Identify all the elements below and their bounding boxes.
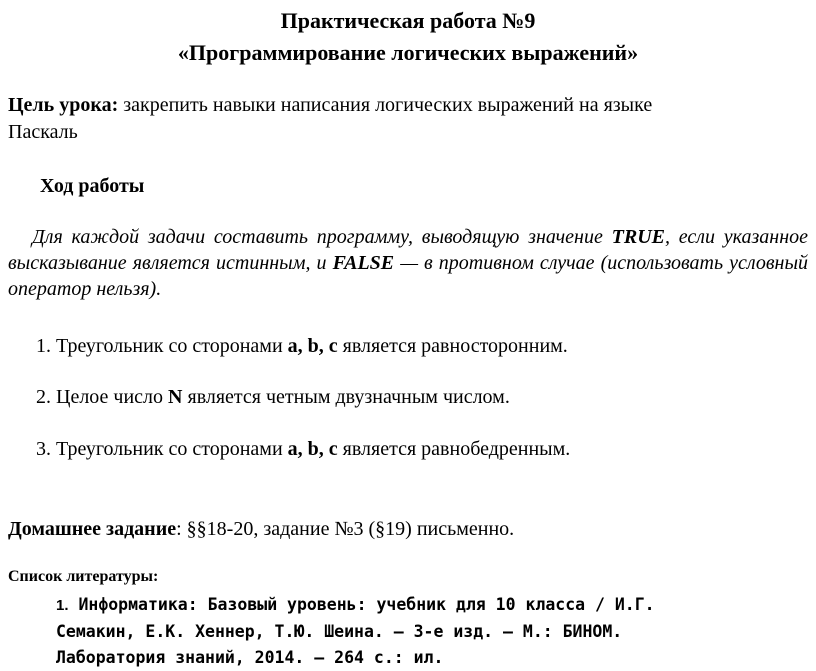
page-title: Практическая работа №9 [280, 8, 536, 33]
lesson-goal [8, 92, 808, 146]
task-variables: a, b, c [287, 438, 338, 460]
lesson-goal-label: Цель урока: [8, 94, 119, 116]
task-number: 3. [36, 438, 51, 460]
literature-item [56, 592, 776, 671]
literature-item-number: 1. [56, 597, 69, 614]
homework-text: : §§18-20, задание №3 (§19) письменно. [176, 518, 515, 540]
list-item [36, 333, 568, 359]
page-subtitle: «Программирование логических выражений» [177, 40, 639, 65]
lesson-goal-text: закрепить навыки написания логических выражений на языке [118, 94, 653, 116]
homework-label: Домашнее задание [8, 518, 177, 540]
true-keyword: TRUE [611, 226, 665, 248]
work-heading: Ход работы [40, 175, 145, 197]
list-item [36, 436, 570, 462]
homework [8, 516, 514, 542]
task-instructions [8, 224, 808, 302]
literature-item-text-cont: Лаборатория знаний, 2014. – 264 с.: ил. [56, 648, 444, 667]
task-text: Треугольник со сторонами [51, 438, 288, 460]
task-text: является равносторонним. [337, 335, 568, 357]
task-text: Целое число [51, 386, 169, 408]
task-instructions-part3: — в противном случае (использовать условный оператор нельзя). [8, 252, 809, 300]
task-instructions-part2: , если указанное высказывание является истинным, и [8, 226, 809, 274]
task-text: является равнобедренным. [337, 438, 571, 460]
task-number: 2. [36, 386, 51, 408]
list-item [36, 384, 510, 410]
literature-item-text-cont: Семакин, Е.К. Хеннер, Т.Ю. Шеина. – 3-е изд. – М.: БИНОМ. [56, 622, 623, 641]
false-keyword: FALSE [332, 252, 395, 274]
task-text: Треугольник со сторонами [51, 335, 288, 357]
task-instructions-part1: Для каждой задачи составить программу, выводящую значение [32, 226, 612, 248]
literature-item-text: Информатика: Базовый уровень: учебник для 10 класса / И.Г. [68, 595, 655, 614]
task-text: является четным двузначным числом. [182, 386, 510, 408]
literature-heading: Список литературы: [8, 568, 159, 585]
task-variables: N [168, 386, 183, 408]
task-number: 1. [36, 335, 51, 357]
task-variables: a, b, c [287, 335, 338, 357]
lesson-goal-text-cont: Паскаль [8, 121, 78, 143]
